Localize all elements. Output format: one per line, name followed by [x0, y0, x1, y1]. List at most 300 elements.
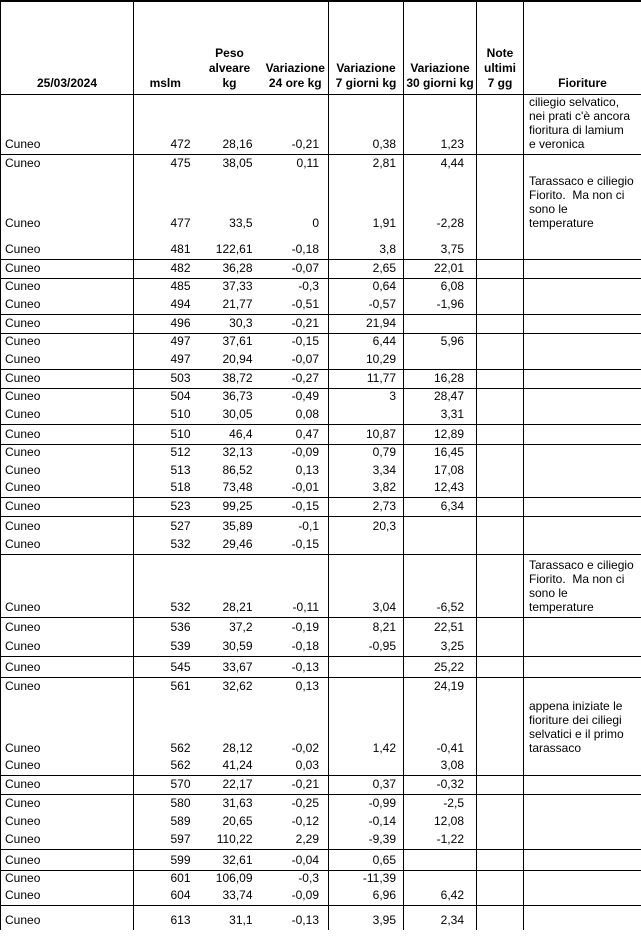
cell-mslm[interactable]: 536: [170, 619, 191, 634]
cell-mslm[interactable]: 570: [134, 776, 197, 795]
cell-variazione-30d[interactable]: 25,22: [404, 657, 477, 678]
cell-variazione-7d[interactable]: 2,73: [329, 498, 404, 517]
cell-mslm[interactable]: 589: [170, 813, 191, 828]
cell-variazione-30d[interactable]: -0,41: [404, 696, 477, 758]
cell-variazione-30d[interactable]: 22,51: [404, 618, 477, 637]
cell-variazione-7d[interactable]: -0,99: [329, 795, 404, 813]
cell-mslm[interactable]: 562: [170, 740, 191, 755]
cell-location[interactable]: Cuneo: [1, 657, 134, 678]
cell-location[interactable]: Cuneo: [1, 498, 134, 517]
cell-location[interactable]: Cuneo: [1, 906, 134, 930]
cell-mslm[interactable]: 580: [170, 795, 191, 810]
cell-location[interactable]: Cuneo: [1, 480, 134, 498]
cell-variazione-7d[interactable]: 3,95: [329, 906, 404, 930]
cell-location[interactable]: Cuneo: [1, 678, 134, 696]
cell-variazione-7d[interactable]: [329, 758, 404, 776]
cell-fioriture[interactable]: [524, 536, 641, 555]
cell-variazione-24h[interactable]: -0,07: [263, 351, 329, 369]
cell-location[interactable]: Cuneo: [1, 444, 134, 462]
table-body: [1, 94, 641, 930]
cell-variazione-24h[interactable]: 0,13: [263, 678, 329, 696]
cell-note-7gg[interactable]: [477, 906, 524, 930]
cell-location[interactable]: Cuneo: [1, 233, 134, 259]
cell-variazione-7d[interactable]: 2,81: [329, 154, 404, 173]
cell-mslm[interactable]: 485: [170, 279, 191, 293]
cell-location[interactable]: Cuneo: [1, 351, 134, 369]
cell-note-7gg[interactable]: [477, 555, 524, 618]
cell-variazione-7d[interactable]: 10,87: [329, 424, 404, 444]
cell-location[interactable]: Cuneo: [1, 536, 134, 555]
cell-variazione-24h[interactable]: -0,04: [263, 850, 329, 871]
cell-peso-alveare[interactable]: 38,72: [197, 369, 263, 388]
cell-peso-alveare[interactable]: 110,22: [197, 831, 263, 850]
cell-variazione-7d[interactable]: 1,91: [329, 173, 404, 233]
fioriture-text-line: fioriture dei ciliegi: [529, 712, 622, 727]
cell-peso-alveare[interactable]: 36,73: [222, 389, 253, 403]
cell-variazione-30d[interactable]: [404, 871, 477, 889]
cell-note-7gg[interactable]: [477, 259, 524, 278]
cell-fioriture[interactable]: [524, 517, 641, 536]
header-label-line: Variazione: [265, 60, 325, 75]
cell-mslm[interactable]: 503: [134, 369, 197, 388]
cell-peso-alveare[interactable]: 86,52: [222, 463, 253, 477]
cell-mslm[interactable]: 497: [170, 334, 191, 348]
cell-peso-alveare[interactable]: 32,13: [222, 445, 253, 459]
cell-peso-alveare[interactable]: 99,25: [197, 498, 263, 517]
cell-note-7gg[interactable]: [477, 795, 524, 813]
cell-fioriture[interactable]: [524, 424, 641, 444]
cell-mslm[interactable]: 504: [170, 389, 191, 403]
cell-note-7gg[interactable]: [477, 813, 524, 831]
cell-peso-alveare[interactable]: 28,16: [197, 94, 263, 154]
cell-mslm[interactable]: 601: [170, 871, 191, 885]
header-note-ultimi-7gg[interactable]: [477, 1, 524, 94]
cell-peso-alveare[interactable]: 20,65: [222, 813, 253, 828]
cell-fioriture[interactable]: [524, 776, 641, 795]
header-peso-alveare-kg[interactable]: [197, 1, 263, 94]
cell-variazione-24h[interactable]: -0,3: [263, 278, 329, 296]
cell-variazione-24h[interactable]: -0,3: [263, 871, 329, 889]
header-mslm[interactable]: [134, 1, 197, 94]
cell-variazione-24h[interactable]: -0,11: [263, 555, 329, 618]
cell-variazione-7d[interactable]: 3,8: [329, 233, 404, 259]
cell-peso-alveare[interactable]: 30,3: [197, 314, 263, 333]
cell-peso-alveare[interactable]: 35,89: [222, 518, 253, 533]
cell-variazione-7d[interactable]: [329, 536, 404, 555]
cell-fioriture[interactable]: [524, 333, 641, 351]
cell-fioriture[interactable]: [524, 296, 641, 314]
cell-variazione-7d[interactable]: [329, 657, 404, 678]
cell-variazione-7d[interactable]: 3,04: [329, 555, 404, 618]
cell-fioriture[interactable]: [524, 388, 641, 406]
cell-variazione-7d[interactable]: 20,3: [329, 517, 404, 536]
cell-variazione-7d[interactable]: 0,79: [329, 444, 404, 462]
cell-note-7gg[interactable]: [477, 536, 524, 555]
table-row: [1, 657, 641, 678]
cell-peso-alveare[interactable]: 73,48: [197, 480, 263, 498]
cell-location[interactable]: Cuneo: [1, 850, 134, 871]
cell-variazione-30d[interactable]: [404, 536, 477, 555]
cell-variazione-24h[interactable]: -0,15: [263, 536, 329, 555]
cell-mslm[interactable]: 545: [134, 657, 197, 678]
table-row: [1, 776, 641, 795]
cell-fioriture[interactable]: [524, 94, 641, 154]
cell-peso-alveare[interactable]: 46,4: [197, 424, 263, 444]
cell-variazione-30d[interactable]: 2,34: [404, 906, 477, 930]
cell-location[interactable]: Cuneo: [1, 696, 134, 758]
cell-location[interactable]: Cuneo: [1, 888, 134, 906]
cell-variazione-24h[interactable]: -0,21: [263, 94, 329, 154]
cell-variazione-7d[interactable]: -9,39: [329, 831, 404, 850]
cell-location[interactable]: Cuneo: [1, 776, 134, 795]
cell-mslm[interactable]: 539: [134, 637, 197, 657]
cell-variazione-30d[interactable]: 3,25: [404, 637, 477, 657]
cell-peso-alveare[interactable]: 37,2: [229, 619, 253, 634]
cell-peso-alveare[interactable]: 29,46: [197, 536, 263, 555]
cell-variazione-24h[interactable]: -0,13: [263, 906, 329, 930]
cell-variazione-24h[interactable]: -0,15: [263, 498, 329, 517]
cell-fioriture[interactable]: [524, 795, 641, 813]
cell-variazione-30d[interactable]: 4,44: [404, 154, 477, 173]
cell-variazione-24h[interactable]: -0,01: [263, 480, 329, 498]
cell-fioriture[interactable]: [524, 555, 641, 618]
cell-location[interactable]: Cuneo: [1, 333, 134, 351]
cell-location[interactable]: Cuneo: [1, 637, 134, 657]
cell-variazione-7d[interactable]: 0,64: [329, 278, 404, 296]
cell-variazione-24h[interactable]: -0,18: [263, 637, 329, 657]
cell-variazione-24h[interactable]: -0,19: [263, 618, 329, 637]
cell-mslm[interactable]: 482: [134, 259, 197, 278]
cell-variazione-30d[interactable]: 28,47: [404, 388, 477, 406]
cell-location[interactable]: Cuneo: [1, 517, 134, 536]
cell-variazione-30d[interactable]: -6,52: [404, 555, 477, 618]
cell-variazione-24h[interactable]: 2,29: [263, 831, 329, 850]
cell-note-7gg[interactable]: [477, 498, 524, 517]
header-variazione-30d[interactable]: [404, 1, 477, 94]
cell-mslm[interactable]: 494: [134, 296, 197, 314]
cell-peso-alveare[interactable]: 33,74: [197, 888, 263, 906]
cell-variazione-7d[interactable]: 10,29: [329, 351, 404, 369]
cell-fioriture[interactable]: [524, 831, 641, 850]
cell-note-7gg[interactable]: [477, 296, 524, 314]
fioriture-text-line: nei prati c'è ancora: [529, 108, 631, 123]
cell-variazione-30d[interactable]: 17,08: [404, 462, 477, 480]
cell-location[interactable]: Cuneo: [1, 259, 134, 278]
cell-variazione-7d[interactable]: 11,77: [329, 369, 404, 388]
cell-fioriture[interactable]: [524, 850, 641, 871]
cell-mslm[interactable]: 497: [134, 351, 197, 369]
cell-note-7gg[interactable]: [477, 173, 524, 233]
cell-peso-alveare[interactable]: 30,05: [197, 406, 263, 424]
table-row: [1, 536, 641, 555]
cell-variazione-7d[interactable]: [329, 678, 404, 696]
cell-variazione-24h[interactable]: -0,15: [263, 333, 329, 351]
cell-location[interactable]: Cuneo: [1, 462, 134, 480]
cell-variazione-7d[interactable]: -0,57: [329, 296, 404, 314]
cell-mslm[interactable]: 472: [134, 94, 197, 154]
cell-peso-alveare[interactable]: 41,24: [197, 758, 263, 776]
cell-mslm[interactable]: 496: [134, 314, 197, 333]
cell-fioriture[interactable]: [524, 657, 641, 678]
cell-variazione-30d[interactable]: [404, 351, 477, 369]
cell-fioriture[interactable]: [524, 444, 641, 462]
cell-variazione-7d[interactable]: -0,95: [329, 637, 404, 657]
cell-note-7gg[interactable]: [477, 94, 524, 154]
cell-location[interactable]: Cuneo: [1, 296, 134, 314]
cell-fioriture[interactable]: [524, 173, 641, 233]
cell-fioriture[interactable]: [524, 678, 641, 696]
cell-variazione-24h[interactable]: -0,09: [263, 444, 329, 462]
cell-variazione-7d[interactable]: 6,96: [329, 888, 404, 906]
cell-location[interactable]: Cuneo: [1, 314, 134, 333]
cell-variazione-7d[interactable]: 3: [329, 388, 404, 406]
cell-fioriture[interactable]: [524, 480, 641, 498]
cell-fioriture[interactable]: [524, 906, 641, 930]
cell-mslm[interactable]: 527: [170, 518, 191, 533]
cell-peso-alveare[interactable]: 20,94: [197, 351, 263, 369]
cell-location[interactable]: Cuneo: [1, 388, 134, 406]
cell-peso-alveare[interactable]: 37,33: [222, 279, 253, 293]
cell-mslm[interactable]: 510: [134, 406, 197, 424]
cell-variazione-30d[interactable]: 5,96: [404, 333, 477, 351]
cell-location[interactable]: Cuneo: [1, 406, 134, 424]
cell-note-7gg[interactable]: [477, 424, 524, 444]
cell-variazione-30d[interactable]: 6,08: [404, 278, 477, 296]
cell-peso-alveare[interactable]: 31,1: [229, 912, 253, 927]
cell-mslm[interactable]: 561: [170, 678, 191, 693]
header-row: [1, 1, 641, 94]
cell-note-7gg[interactable]: [477, 278, 524, 296]
cell-variazione-7d[interactable]: 6,44: [329, 333, 404, 351]
header-variazione-24h[interactable]: [263, 1, 329, 94]
cell-note-7gg[interactable]: [477, 678, 524, 696]
cell-variazione-7d[interactable]: 3,34: [329, 462, 404, 480]
cell-fioriture[interactable]: [524, 888, 641, 906]
cell-fioriture[interactable]: [524, 259, 641, 278]
cell-variazione-24h[interactable]: -0,12: [263, 813, 329, 831]
cell-fioriture[interactable]: [524, 618, 641, 637]
cell-mslm[interactable]: 481: [134, 233, 197, 259]
cell-location[interactable]: Cuneo: [1, 618, 134, 637]
table-row: [1, 871, 641, 889]
cell-note-7gg[interactable]: [477, 637, 524, 657]
cell-note-7gg[interactable]: [477, 388, 524, 406]
cell-fioriture[interactable]: [524, 233, 641, 259]
cell-peso-alveare[interactable]: 32,61: [197, 850, 263, 871]
cell-mslm[interactable]: 512: [170, 445, 191, 459]
cell-variazione-24h[interactable]: -0,1: [263, 517, 329, 536]
cell-note-7gg[interactable]: [477, 462, 524, 480]
cell-peso-alveare[interactable]: 38,05: [222, 156, 253, 170]
cell-variazione-24h[interactable]: 0,08: [263, 406, 329, 424]
cell-variazione-24h[interactable]: -0,49: [263, 388, 329, 406]
cell-peso-alveare[interactable]: 106,09: [215, 871, 253, 885]
cell-location[interactable]: Cuneo: [1, 871, 134, 889]
cell-variazione-24h[interactable]: -0,18: [263, 233, 329, 259]
cell-note-7gg[interactable]: [477, 444, 524, 462]
cell-variazione-24h[interactable]: -0,02: [263, 696, 329, 758]
cell-peso-alveare[interactable]: 28,21: [197, 555, 263, 618]
cell-mslm[interactable]: 597: [134, 831, 197, 850]
cell-note-7gg[interactable]: [477, 871, 524, 889]
cell-variazione-30d[interactable]: 12,43: [404, 480, 477, 498]
cell-note-7gg[interactable]: [477, 480, 524, 498]
cell-variazione-30d[interactable]: 12,89: [404, 424, 477, 444]
cell-fioriture[interactable]: [524, 813, 641, 831]
cell-mslm[interactable]: 562: [134, 758, 197, 776]
cell-variazione-24h[interactable]: -0,09: [263, 888, 329, 906]
cell-variazione-30d[interactable]: 6,34: [404, 498, 477, 517]
cell-variazione-7d[interactable]: 0,38: [329, 94, 404, 154]
cell-location[interactable]: Cuneo: [1, 369, 134, 388]
cell-location[interactable]: Cuneo: [1, 813, 134, 831]
cell-location[interactable]: Cuneo: [1, 278, 134, 296]
cell-variazione-24h[interactable]: -0,13: [263, 657, 329, 678]
cell-location[interactable]: Cuneo: [1, 94, 134, 154]
header-label-line: 7 giorni kg: [335, 75, 397, 90]
cell-variazione-7d[interactable]: 1,42: [329, 696, 404, 758]
cell-fioriture[interactable]: [524, 637, 641, 657]
cell-fioriture[interactable]: [524, 462, 641, 480]
cell-fioriture[interactable]: [524, 758, 641, 776]
cell-variazione-30d[interactable]: [404, 850, 477, 871]
cell-variazione-7d[interactable]: 2,65: [329, 259, 404, 278]
cell-variazione-24h[interactable]: 0: [263, 173, 329, 233]
cell-variazione-24h[interactable]: -0,51: [263, 296, 329, 314]
cell-variazione-24h[interactable]: -0,21: [263, 314, 329, 333]
cell-variazione-30d[interactable]: 24,19: [404, 678, 477, 696]
cell-fioriture[interactable]: [524, 498, 641, 517]
cell-variazione-30d[interactable]: 3,08: [404, 758, 477, 776]
cell-peso-alveare[interactable]: 33,5: [229, 216, 253, 230]
cell-variazione-24h[interactable]: 0,03: [263, 758, 329, 776]
cell-variazione-7d[interactable]: 0,65: [329, 850, 404, 871]
cell-location[interactable]: Cuneo: [1, 424, 134, 444]
cell-mslm[interactable]: 477: [170, 216, 191, 230]
cell-peso-alveare[interactable]: 31,63: [222, 795, 253, 810]
cell-variazione-24h[interactable]: -0,21: [263, 776, 329, 795]
cell-peso-alveare[interactable]: 30,59: [197, 637, 263, 657]
cell-fioriture[interactable]: [524, 351, 641, 369]
cell-variazione-24h[interactable]: -0,07: [263, 259, 329, 278]
cell-note-7gg[interactable]: [477, 696, 524, 758]
cell-peso-alveare[interactable]: 33,67: [197, 657, 263, 678]
cell-variazione-30d[interactable]: -1,96: [404, 296, 477, 314]
cell-location[interactable]: Cuneo: [1, 154, 134, 173]
table-row: [1, 758, 641, 776]
header-variazione-7d[interactable]: [329, 1, 404, 94]
cell-variazione-30d[interactable]: 1,23: [404, 94, 477, 154]
cell-variazione-24h[interactable]: 0,47: [263, 424, 329, 444]
cell-variazione-24h[interactable]: -0,25: [263, 795, 329, 813]
header-fioriture[interactable]: [524, 1, 641, 94]
cell-variazione-7d[interactable]: -0,14: [329, 813, 404, 831]
header-date[interactable]: [1, 1, 134, 94]
cell-variazione-30d[interactable]: -0,32: [404, 776, 477, 795]
cell-fioriture[interactable]: [524, 154, 641, 173]
cell-variazione-30d[interactable]: -1,22: [404, 831, 477, 850]
cell-fioriture[interactable]: [524, 406, 641, 424]
cell-peso-alveare[interactable]: 122,61: [197, 233, 263, 259]
cell-fioriture[interactable]: [524, 369, 641, 388]
cell-note-7gg[interactable]: [477, 776, 524, 795]
cell-variazione-24h[interactable]: 0,13: [263, 462, 329, 480]
cell-variazione-7d[interactable]: 3,82: [329, 480, 404, 498]
cell-location[interactable]: Cuneo: [1, 555, 134, 618]
cell-mslm[interactable]: 513: [170, 463, 191, 477]
cell-variazione-30d[interactable]: 3,75: [404, 233, 477, 259]
cell-peso-alveare[interactable]: 37,61: [222, 334, 253, 348]
cell-mslm[interactable]: 604: [134, 888, 197, 906]
cell-variazione-7d[interactable]: 21,94: [329, 314, 404, 333]
cell-variazione-7d[interactable]: 8,21: [329, 618, 404, 637]
cell-mslm[interactable]: 475: [170, 156, 191, 170]
cell-note-7gg[interactable]: [477, 888, 524, 906]
cell-fioriture[interactable]: [524, 278, 641, 296]
cell-variazione-24h[interactable]: -0,27: [263, 369, 329, 388]
header-label-line: Note: [486, 45, 514, 60]
cell-location[interactable]: Cuneo: [1, 173, 134, 233]
cell-variazione-7d[interactable]: [329, 406, 404, 424]
cell-variazione-30d[interactable]: 3,31: [404, 406, 477, 424]
cell-mslm[interactable]: 532: [134, 536, 197, 555]
cell-note-7gg[interactable]: [477, 233, 524, 259]
cell-peso-alveare[interactable]: 32,62: [222, 678, 253, 693]
cell-note-7gg[interactable]: [477, 831, 524, 850]
cell-variazione-30d[interactable]: 6,42: [404, 888, 477, 906]
cell-mslm[interactable]: 510: [134, 424, 197, 444]
cell-variazione-30d[interactable]: [404, 517, 477, 536]
cell-note-7gg[interactable]: [477, 154, 524, 173]
cell-note-7gg[interactable]: [477, 618, 524, 637]
cell-variazione-30d[interactable]: 12,08: [404, 813, 477, 831]
cell-note-7gg[interactable]: [477, 406, 524, 424]
cell-variazione-30d[interactable]: 16,45: [404, 444, 477, 462]
cell-variazione-30d[interactable]: [404, 314, 477, 333]
cell-note-7gg[interactable]: [477, 850, 524, 871]
cell-note-7gg[interactable]: [477, 657, 524, 678]
cell-variazione-7d[interactable]: 0,37: [329, 776, 404, 795]
cell-note-7gg[interactable]: [477, 333, 524, 351]
cell-variazione-30d[interactable]: -2,28: [404, 173, 477, 233]
cell-variazione-24h[interactable]: 0,11: [263, 154, 329, 173]
cell-peso-alveare[interactable]: 21,77: [197, 296, 263, 314]
cell-peso-alveare[interactable]: 36,28: [197, 259, 263, 278]
cell-note-7gg[interactable]: [477, 369, 524, 388]
cell-location[interactable]: Cuneo: [1, 758, 134, 776]
cell-mslm[interactable]: 523: [134, 498, 197, 517]
cell-location[interactable]: Cuneo: [1, 795, 134, 813]
cell-mslm[interactable]: 613: [170, 912, 191, 927]
cell-variazione-30d[interactable]: 22,01: [404, 259, 477, 278]
cell-fioriture[interactable]: [524, 871, 641, 889]
cell-note-7gg[interactable]: [477, 758, 524, 776]
cell-note-7gg[interactable]: [477, 314, 524, 333]
cell-peso-alveare[interactable]: 28,12: [222, 740, 253, 755]
cell-mslm[interactable]: 532: [134, 555, 197, 618]
cell-note-7gg[interactable]: [477, 351, 524, 369]
cell-location[interactable]: Cuneo: [1, 831, 134, 850]
cell-variazione-7d[interactable]: -11,39: [329, 871, 404, 889]
cell-variazione-30d[interactable]: -2,5: [404, 795, 477, 813]
cell-mslm[interactable]: 599: [134, 850, 197, 871]
cell-variazione-30d[interactable]: 16,28: [404, 369, 477, 388]
cell-fioriture[interactable]: [524, 314, 641, 333]
cell-peso-alveare[interactable]: 22,17: [197, 776, 263, 795]
cell-fioriture[interactable]: [524, 696, 641, 758]
cell-note-7gg[interactable]: [477, 517, 524, 536]
cell-mslm[interactable]: 518: [134, 480, 197, 498]
